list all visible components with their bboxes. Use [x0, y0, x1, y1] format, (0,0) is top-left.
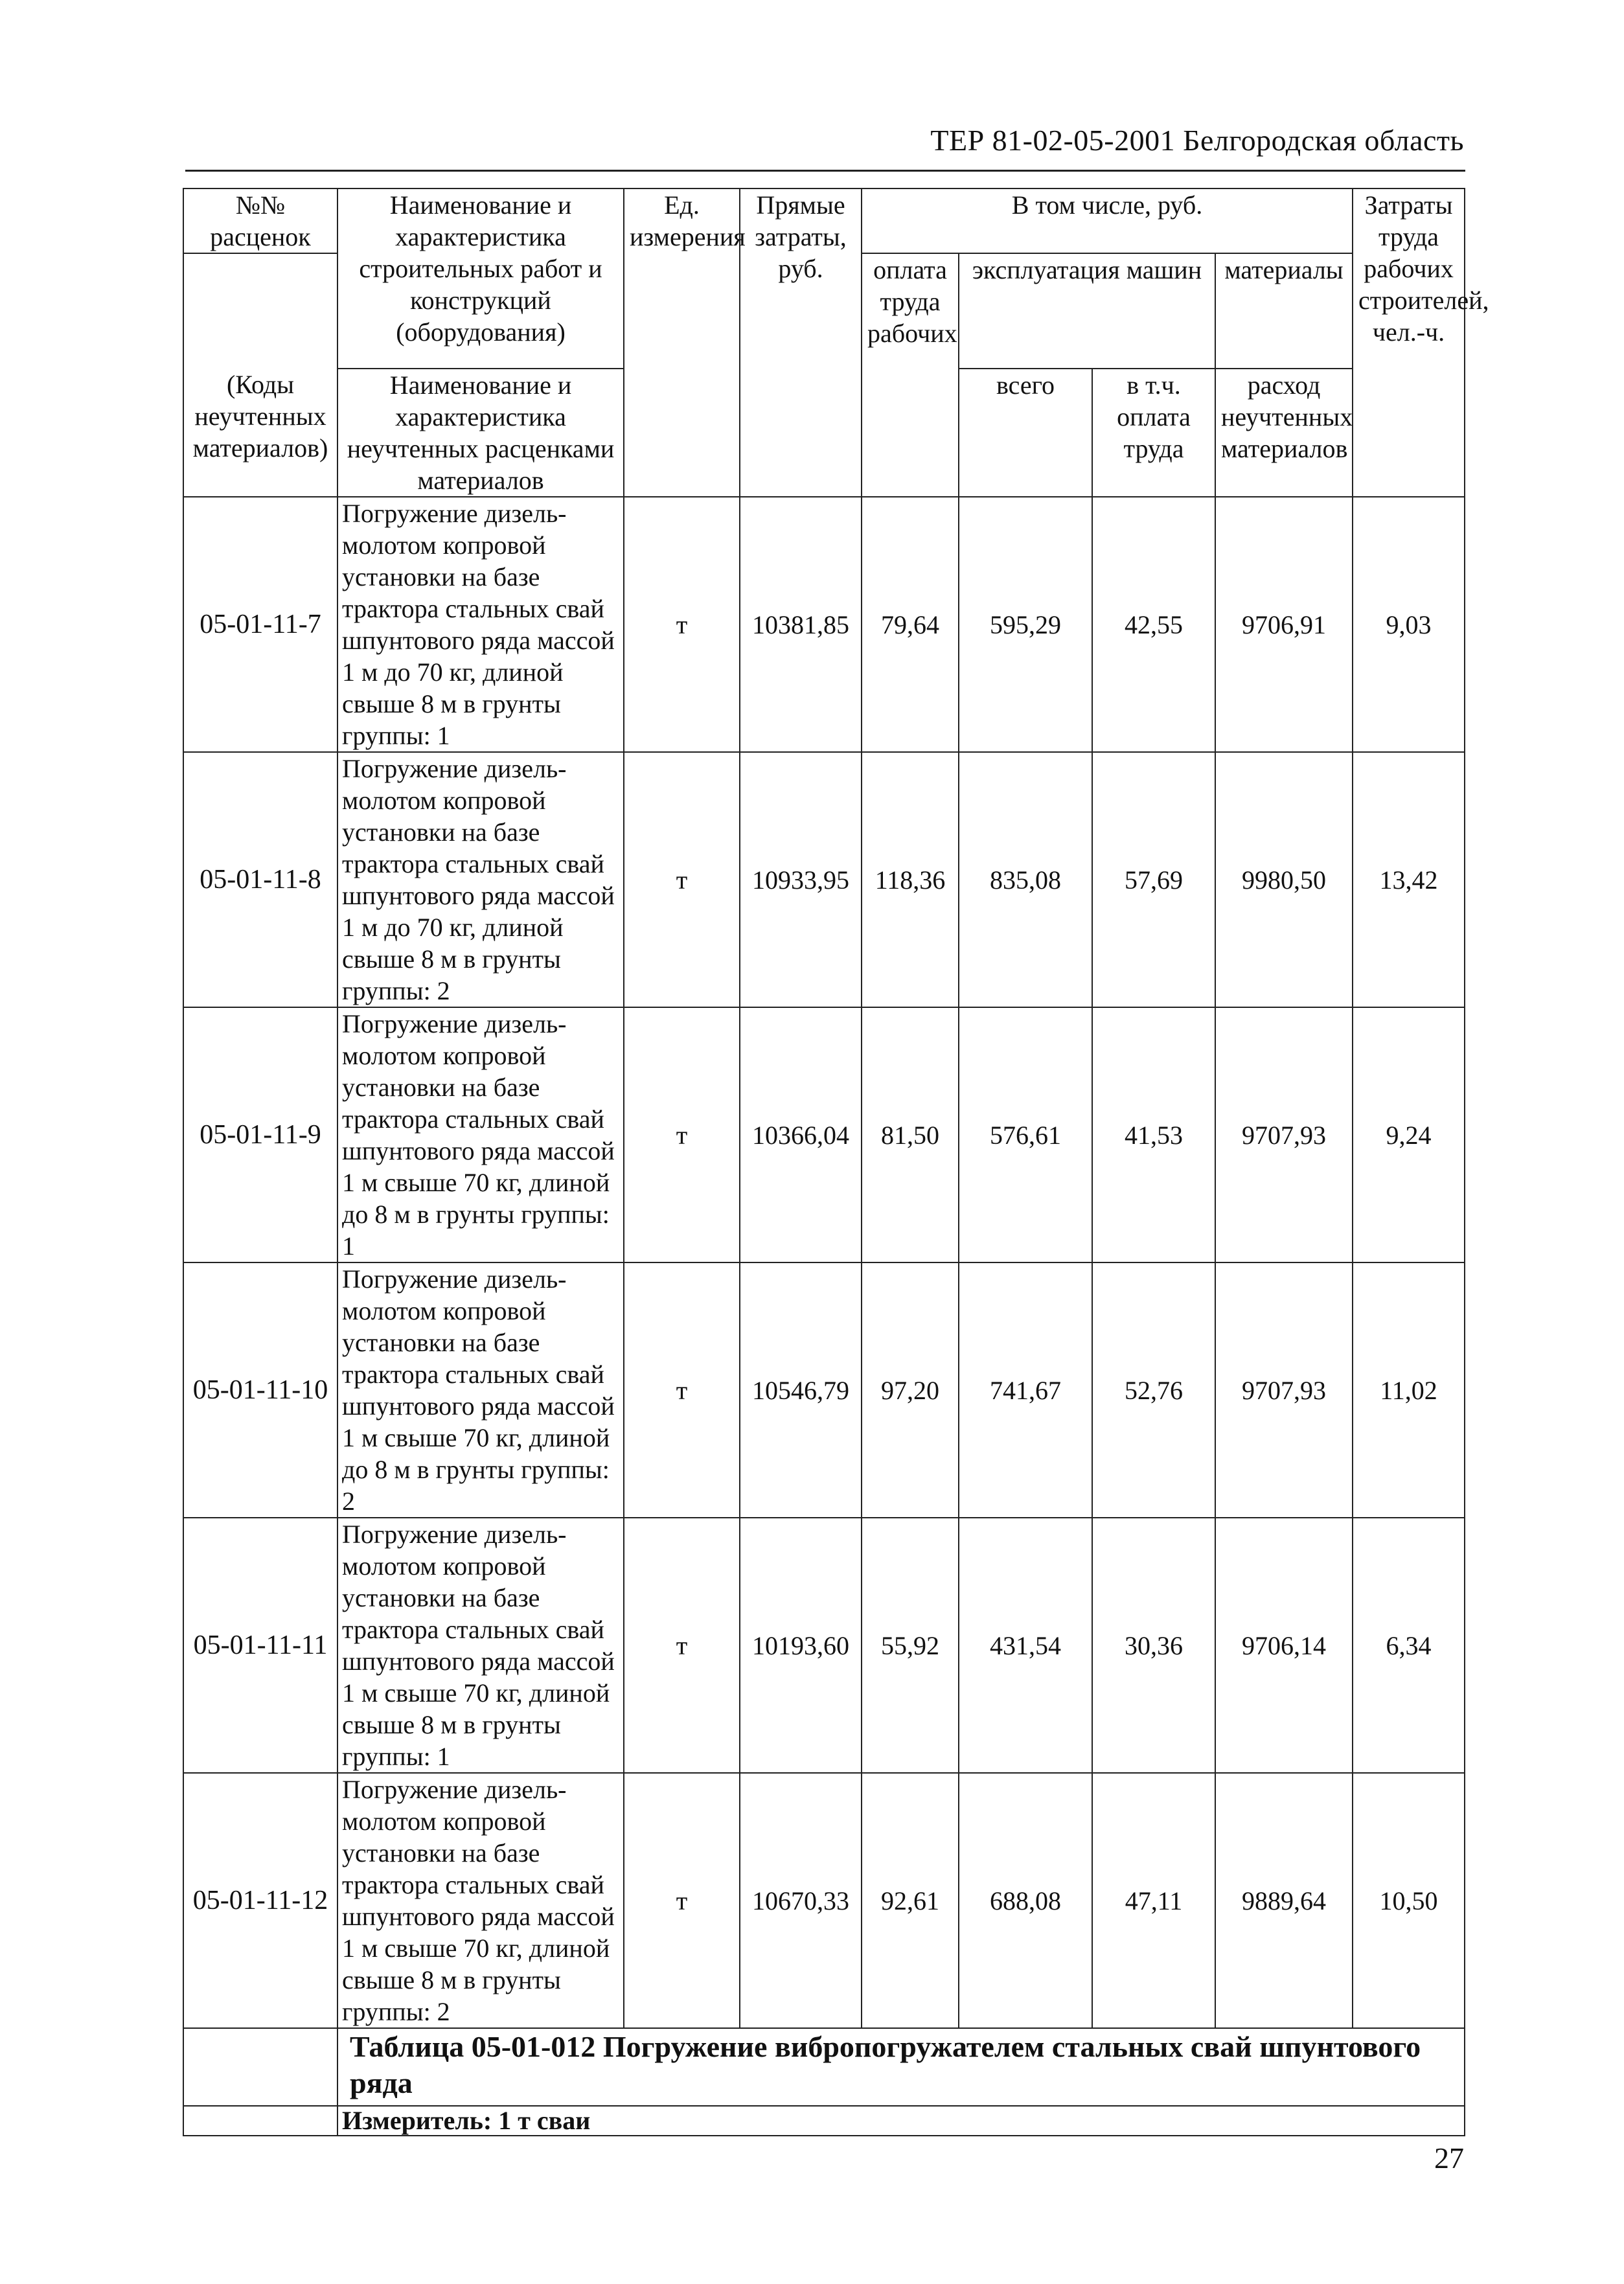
- table-row: [183, 497, 1465, 752]
- labor-pay: 97,20: [862, 1262, 959, 1518]
- machines-total: 576,61: [959, 1007, 1092, 1262]
- unit: т: [624, 1007, 740, 1262]
- col-machines-pay-header: в т.ч. оплата труда: [1092, 369, 1215, 497]
- table-row: [183, 1773, 1465, 2028]
- col-name-alt-header: Наименование и характеристика неучтенных расценками материалов: [337, 369, 624, 497]
- machines-labor-pay: 47,11: [1092, 1773, 1215, 2028]
- rate-code: 05-01-11-10: [183, 1262, 337, 1518]
- col-unit-header: Ед. измерения: [624, 188, 740, 497]
- labor-pay: 118,36: [862, 752, 959, 1007]
- machines-total: 688,08: [959, 1773, 1092, 2028]
- labor-hours: 11,02: [1353, 1262, 1465, 1518]
- rate-code: 05-01-11-12: [183, 1773, 337, 2028]
- direct-costs: 10366,04: [740, 1007, 862, 1262]
- col-direct-header: Прямые затраты, руб.: [740, 188, 862, 497]
- labor-pay: 92,61: [862, 1773, 959, 2028]
- machines-labor-pay: 30,36: [1092, 1518, 1215, 1773]
- labor-hours: 13,42: [1353, 752, 1465, 1007]
- direct-costs: 10381,85: [740, 497, 862, 752]
- table-row: [183, 1262, 1465, 1518]
- unit: т: [624, 752, 740, 1007]
- labor-pay: 81,50: [862, 1007, 959, 1262]
- materials: 9980,50: [1215, 752, 1353, 1007]
- direct-costs: 10546,79: [740, 1262, 862, 1518]
- header-rule: [185, 170, 1465, 172]
- rate-code: 05-01-11-11: [183, 1518, 337, 1773]
- machines-labor-pay: 52,76: [1092, 1262, 1215, 1518]
- col-machines-header: эксплуатация машин: [959, 253, 1215, 369]
- col-code-sub: [183, 253, 337, 369]
- header-row-1: [183, 188, 1465, 253]
- materials: 9706,91: [1215, 497, 1353, 752]
- materials: 9706,14: [1215, 1518, 1353, 1773]
- col-code-header: №№ расценок: [183, 188, 337, 253]
- materials: 9707,93: [1215, 1262, 1353, 1518]
- machines-total: 431,54: [959, 1518, 1092, 1773]
- table-row: [183, 1007, 1465, 1262]
- machines-labor-pay: 57,69: [1092, 752, 1215, 1007]
- labor-hours: 6,34: [1353, 1518, 1465, 1773]
- section-code-cell: [183, 2028, 337, 2106]
- machines-labor-pay: 42,55: [1092, 497, 1215, 752]
- labor-pay: 79,64: [862, 497, 959, 752]
- work-description: Погружение дизель-молотом копровой установки на базе трактора стальных свай шпунтового ряда массой 1 м до 70 кг, длиной свыше 8 м в грунты группы: 2: [337, 752, 624, 1007]
- labor-hours: 10,50: [1353, 1773, 1465, 2028]
- col-name-header: Наименование и характеристика строительных работ и конструкций (оборудования): [337, 188, 624, 369]
- measure-code-cell: [183, 2106, 337, 2136]
- unit: т: [624, 1518, 740, 1773]
- rates-table: [183, 188, 1489, 2136]
- labor-hours: 9,24: [1353, 1007, 1465, 1262]
- work-description: Погружение дизель-молотом копровой установки на базе трактора стальных свай шпунтового ряда массой 1 м свыше 70 кг, длиной свыше 8 м в грунты группы: 1: [337, 1518, 624, 1773]
- document-header: ТЕР 81-02-05-2001 Белгородская область: [930, 124, 1464, 157]
- direct-costs: 10193,60: [740, 1518, 862, 1773]
- unit: т: [624, 1262, 740, 1518]
- rate-code: 05-01-11-7: [183, 497, 337, 752]
- work-description: Погружение дизель-молотом копровой установки на базе трактора стальных свай шпунтового ряда массой 1 м до 70 кг, длиной свыше 8 м в грунты группы: 1: [337, 497, 624, 752]
- col-materials-header: материалы: [1215, 253, 1353, 369]
- machines-total: 835,08: [959, 752, 1092, 1007]
- work-description: Погружение дизель-молотом копровой установки на базе трактора стальных свай шпунтового ряда массой 1 м свыше 70 кг, длиной до 8 м в грунты группы: 1: [337, 1007, 624, 1262]
- work-description: Погружение дизель-молотом копровой установки на базе трактора стальных свай шпунтового ряда массой 1 м свыше 70 кг, длиной свыше 8 м в грунты группы: 2: [337, 1773, 624, 2028]
- page-number: 27: [1434, 2141, 1464, 2175]
- labor-pay: 55,92: [862, 1518, 959, 1773]
- materials: 9707,93: [1215, 1007, 1353, 1262]
- machines-total: 741,67: [959, 1262, 1092, 1518]
- measure-row: [183, 2106, 1465, 2136]
- direct-costs: 10670,33: [740, 1773, 862, 2028]
- unit: т: [624, 1773, 740, 2028]
- section-title-row: [183, 2028, 1465, 2106]
- machines-labor-pay: 41,53: [1092, 1007, 1215, 1262]
- work-description: Погружение дизель-молотом копровой установки на базе трактора стальных свай шпунтового ряда массой 1 м свыше 70 кг, длиной до 8 м в грунты группы: 2: [337, 1262, 624, 1518]
- table-row: [183, 1518, 1465, 1773]
- section-table-title: Таблица 05-01-012 Погружение вибропогружателем стальных свай шпунтового ряда: [337, 2028, 1465, 2106]
- labor-hours: 9,03: [1353, 497, 1465, 752]
- col-labor-header: Затраты труда рабочих строителей, чел.-ч.: [1353, 188, 1465, 497]
- col-incl-header: В том числе, руб.: [862, 188, 1353, 253]
- materials: 9889,64: [1215, 1773, 1353, 2028]
- col-code-alt-header: (Коды неучтенных материалов): [183, 369, 337, 497]
- table-row: [183, 752, 1465, 1007]
- col-machines-total-header: всего: [959, 369, 1092, 497]
- measure-unit: Измеритель: 1 т сваи: [337, 2106, 1465, 2136]
- machines-total: 595,29: [959, 497, 1092, 752]
- direct-costs: 10933,95: [740, 752, 862, 1007]
- unit: т: [624, 497, 740, 752]
- rate-code: 05-01-11-9: [183, 1007, 337, 1262]
- col-materials-alt-header: расход неучтенных материалов: [1215, 369, 1353, 497]
- col-labor-pay-header: оплата труда рабочих: [862, 253, 959, 497]
- rate-code: 05-01-11-8: [183, 752, 337, 1007]
